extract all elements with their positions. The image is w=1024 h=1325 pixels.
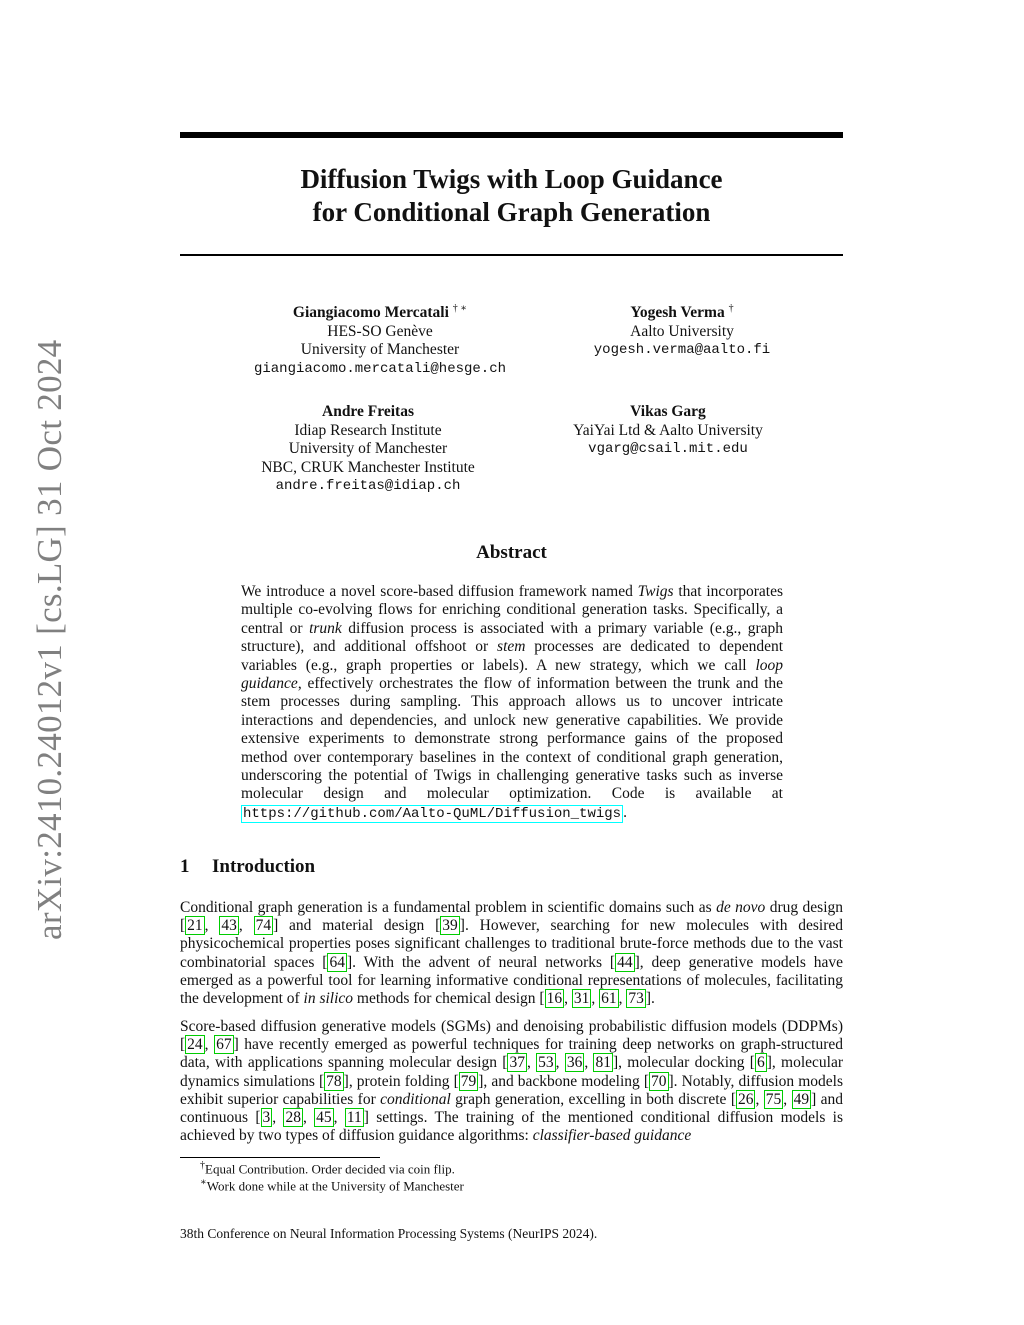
abstract-emph: loop guidance [241,656,783,693]
paragraph-text: , [584,1054,594,1072]
paragraph-text: , [555,1054,565,1072]
citation-link[interactable]: 26 [737,1090,754,1108]
citation-link[interactable]: 37 [509,1054,525,1072]
citation-link[interactable]: 16 [546,990,563,1008]
paragraph-text: ] and continuous [ [180,1090,844,1127]
paragraph-text: ] and material design [ [273,917,441,935]
citation-link[interactable]: 3 [262,1109,271,1127]
title-line-1: Diffusion Twigs with Loop Guidance [300,164,723,194]
title-top-rule [180,132,843,138]
footnote-rule [180,1157,380,1158]
citation-link[interactable]: 43 [221,917,237,935]
paragraph-text: , [564,990,572,1008]
affiliation: University of Manchester [288,440,448,457]
venue-note: 38th Conference on Neural Information Processing Systems (NeurIPS 2024). [180,1226,598,1241]
citation-link[interactable]: 67 [216,1036,232,1054]
emphasis-text: de novo [716,899,766,916]
citation-link[interactable]: 73 [628,990,644,1008]
citation-link[interactable]: 21 [187,917,203,935]
citation-link[interactable]: 11 [346,1109,362,1127]
section-heading-introduction [180,856,315,878]
abstract-text: . [623,803,627,821]
paragraph-text: , [272,1109,284,1127]
paragraph-text: , [238,917,254,935]
paragraph-text: ], protein folding [ [343,1072,459,1090]
paragraph-text: Score-based diffusion generative models (SGMs) and denoising probabilistic diffusion models (DDPMs) [ [180,1018,843,1054]
affiliation: Idiap Research Institute [294,421,442,439]
affiliation: NBC, CRUK Manchester Institute [261,458,475,476]
abstract-text: that incorporates multiple co-evolving flows for enriching conditional generation tasks. Specifically, a central or [241,583,783,637]
paragraph-text: , [618,990,627,1008]
emphasis-text: in silico [303,990,354,1008]
paragraph-text: ], molecular docking [ [612,1054,755,1072]
abstract-emph: stem [497,638,526,656]
abstract-emph: Twigs [637,583,674,600]
title-line-2: for Conditional Graph Generation [312,197,711,227]
author-email[interactable]: yogesh.verma@aalto.fi [593,342,771,359]
paragraph-text: , [591,990,600,1008]
author-name: Andre Freitas [322,403,414,420]
paragraph-text: ]. With the advent of neural networks [ [346,953,616,971]
abstract-body [241,583,783,823]
emphasis-text: conditional [380,1090,451,1108]
abstract-text: , effectively orchestrates the flow of information between the trunk and the stem processes during sampling. This approach allows us to uncover intricate interactions and dependencies, and unlock new generative capabilities. We provide extensive experiments to demonstrate strong performance gains of the proposed method over contemporary baselines in the context of conditional graph generation, underscoring the potential of Twigs in challenging generative tasks such as inverse molecular design and molecular optimization. Code is available at [241,675,783,803]
footnote-mark: ∗ [200,1177,207,1188]
section-title: Introduction [212,856,316,877]
intro-paragraph-1 [180,899,843,1008]
citation-link[interactable]: 53 [538,1054,554,1072]
citation-link[interactable]: 6 [756,1054,765,1072]
paragraph-text: ], and backbone modeling [ [478,1072,649,1090]
paragraph-text: , [204,917,220,935]
paragraph-text: methods for chemical design [ [353,990,545,1008]
citation-link[interactable]: 28 [285,1109,301,1127]
citation-link[interactable]: 79 [460,1072,477,1090]
author-email[interactable]: giangiacomo.mercatali@hesge.ch [253,360,507,377]
author-marks: † ∗ [452,303,468,314]
paragraph-text: , [755,1090,764,1108]
affiliation: YaiYai Ltd & Aalto University [573,421,763,439]
author-marks: † [728,303,734,314]
footnote-mark: † [200,1160,205,1171]
citation-link[interactable]: 31 [573,990,590,1008]
citation-link[interactable]: 36 [566,1054,583,1072]
paragraph-text: ], deep generative models have emerged as a powerful tool for learning informative conditional representations of molecules, facilitating the development of [180,953,843,1008]
abstract-heading: Abstract [476,542,547,563]
citation-link[interactable]: 78 [326,1072,342,1090]
paragraph-text: Conditional graph generation is a fundamental problem in scientific domains such as [180,899,717,916]
emphasis-text: classifier-based guidance [532,1127,692,1145]
code-link[interactable]: https://github.com/Aalto-QuML/Diffusion_twigs [243,805,622,822]
citation-link[interactable]: 44 [617,953,633,971]
affiliation: University of Manchester [300,341,460,359]
paragraph-text: graph generation, excelling in both discrete [ [450,1090,736,1108]
citation-link[interactable]: 45 [316,1109,332,1127]
citation-link[interactable]: 74 [255,917,272,935]
paragraph-text: ] have recently emerged as powerful techniques for training deep networks on graph-structured data, with applications spanning molecular design [ [180,1036,843,1072]
paragraph-text: drug design [ [180,899,843,935]
section-number: 1 [180,856,190,877]
citation-link[interactable]: 61 [601,990,617,1008]
title-bottom-rule [180,254,843,256]
footnote-2 [200,1177,464,1194]
author-email[interactable]: andre.freitas@idiap.ch [275,478,461,494]
affiliation: Aalto University [630,322,734,340]
footnote-text: Work done while at the University of Manchester [206,1178,464,1194]
footnote-text: Equal Contribution. Order decided via coin flip. [205,1161,455,1177]
author-block-3 [203,403,533,496]
abstract-text: diffusion process is associated with a primary variable (e.g., graph structure), and additional offshoot or [241,619,783,656]
paragraph-text: , [333,1109,345,1127]
citation-link[interactable]: 75 [765,1090,782,1108]
paragraph-text: , [204,1036,215,1054]
author-block-4 [503,403,833,459]
citation-link[interactable]: 24 [187,1036,203,1054]
citation-link[interactable]: 81 [595,1054,611,1072]
paper-title [180,163,843,229]
intro-paragraph-2 [180,1018,843,1145]
citation-link[interactable]: 49 [793,1090,810,1108]
paragraph-text: ] settings. The training of the mentioned conditional diffusion models is achieved by two types of diffusion guidance algorithms: [180,1109,844,1145]
author-block-2 [517,300,847,360]
abstract-emph: trunk [309,619,342,637]
arxiv-identifier: arXiv:2410.24012v1 [cs.LG] 31 Oct 2024 [30,339,69,940]
paragraph-text: ]. [645,990,655,1008]
footnote-1 [200,1160,455,1177]
author-name: Yogesh Verma [630,304,725,322]
paragraph-text: ], molecular dynamics simulations [ [180,1054,844,1090]
author-block-1 [215,300,545,378]
abstract-text: processes are dedicated to dependent variables (e.g., graph properties or labels). A new strategy, which we call [241,638,784,674]
citation-link[interactable]: 64 [329,953,345,971]
author-name: Vikas Garg [630,403,706,420]
paragraph-text: , [783,1090,792,1108]
citation-link[interactable]: 70 [651,1072,667,1090]
paragraph-text: , [526,1054,537,1072]
paragraph-text: , [302,1109,315,1127]
paragraph-text: ]. Notably, diffusion models exhibit superior capabilities for [180,1072,843,1108]
paragraph-text: ]. However, searching for new molecules with desired physicochemical properties poses significant challenges to traditional brute-force methods due to the vast combinatorial spaces [ [180,917,844,971]
affiliation: HES-SO Genève [327,322,433,340]
abstract-text: We introduce a novel score-based diffusion framework named [241,583,638,600]
author-email[interactable]: vgarg@csail.mit.edu [588,441,748,457]
author-name: Giangiacomo Mercatali [292,304,449,322]
citation-link[interactable]: 39 [442,917,458,935]
